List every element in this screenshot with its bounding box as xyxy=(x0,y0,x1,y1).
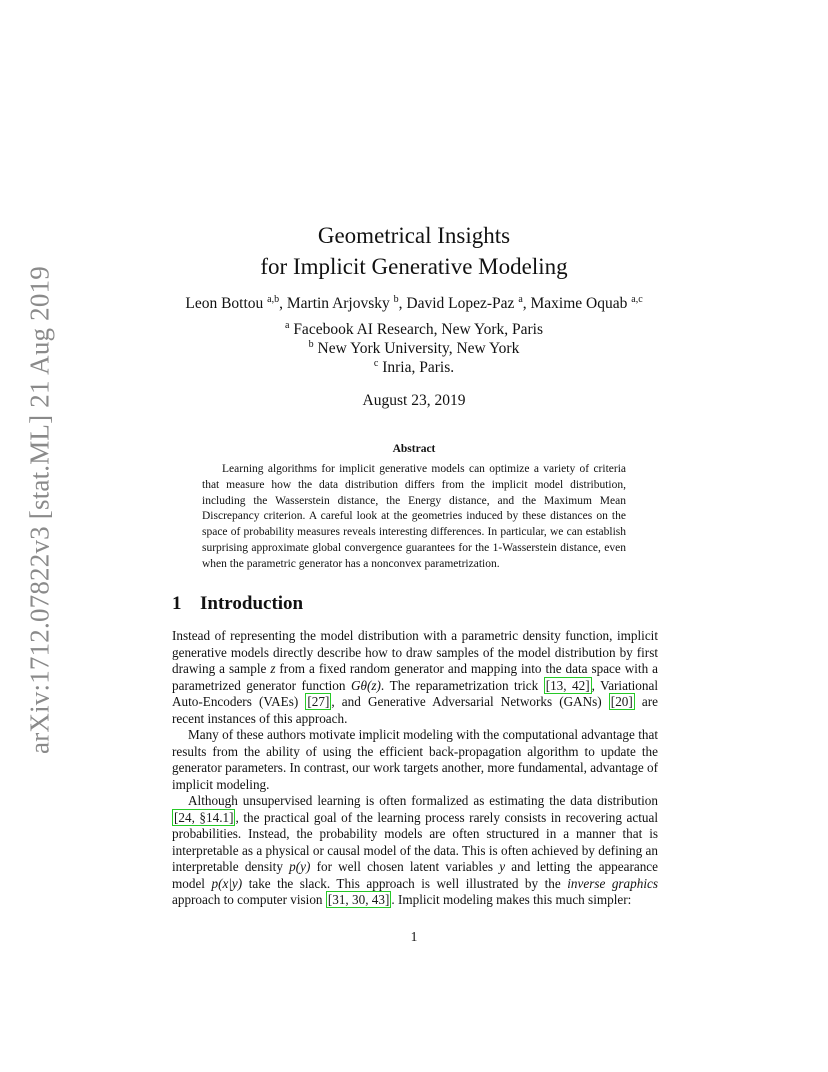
affiliation xyxy=(0,320,828,339)
text-run: , the practical goal of the learning process rarely consists in recovering actual probabilities. Instead, the probability models are often structured in a manner that is interpretable as a physical or causal model of the data. This is often achieved by defining an interpretable density xyxy=(172,809,658,874)
citation-link[interactable]: [24, §14.1] xyxy=(174,809,234,825)
paragraph xyxy=(172,628,658,727)
math-inline: z xyxy=(270,661,276,676)
text-run: are recent instances of this approach. xyxy=(172,694,658,726)
text-run: approach to computer vision xyxy=(172,892,326,907)
affiliation-text: New York University, New York xyxy=(317,340,520,357)
page-number: 1 xyxy=(410,929,418,944)
author: David Lopez-Paz xyxy=(406,295,515,312)
citation-link[interactable]: [20] xyxy=(610,694,633,709)
emphasis: inverse graphics xyxy=(567,875,658,891)
affiliation xyxy=(0,358,828,377)
text-run: and letting the appearance model xyxy=(172,859,658,891)
author-affiliation-mark: a,c xyxy=(631,294,643,305)
text-run: Instead of representing the model distribution with a parametric density function, implicit generative models directly describe how to draw samples of the model distribution by first drawing a sample xyxy=(172,628,658,676)
affiliation-mark: c xyxy=(373,358,379,369)
author-affiliation-mark: a,b xyxy=(267,294,280,305)
paper-title xyxy=(0,220,828,282)
affiliation xyxy=(0,339,828,358)
author: Maxime Oquab xyxy=(530,295,628,312)
title-line-2: for Implicit Generative Modeling xyxy=(260,254,568,279)
abstract-text: Learning algorithms for implicit generative models can optimize a variety of criteria that measure how the data distribution differs from the implicit model distribution, including the Wasserstein distance, the Energy distance, and the Maximum Mean Discrepancy criterion. A careful look at the geometries induced by these distances on the space of probability measures reveals interesting differences. In particular, we can establish surprising approximate global convergence guarantees for the 1-Wasserstein distance, even when the parametric generator has a nonconvex parametrization. xyxy=(202,463,626,570)
text-run: Although unsupervised learning is often formalized as estimating the data distribution xyxy=(188,793,658,808)
affiliation-mark: a xyxy=(284,320,290,331)
body-text xyxy=(172,628,658,909)
affiliation-text: Facebook AI Research, New York, Paris xyxy=(293,321,543,338)
paper-date: August 23, 2019 xyxy=(362,392,466,409)
affiliation-list xyxy=(0,320,828,377)
citation-link[interactable]: [13, 42] xyxy=(545,677,590,693)
text-run: , and Generative Adversarial Networks (GANs) xyxy=(331,694,609,709)
text-run: . The reparametrization trick xyxy=(380,677,544,693)
section-heading xyxy=(172,593,303,615)
math-inline: y xyxy=(499,859,506,874)
title-line-1: Geometrical Insights xyxy=(317,223,511,248)
section-title: Introduction xyxy=(200,593,304,614)
text-run: , Variational Auto-Encoders (VAEs) xyxy=(172,677,658,709)
math-inline: p(x|y) xyxy=(211,875,243,891)
citation-link[interactable]: [27] xyxy=(307,694,330,709)
citation-link[interactable]: [31, 30, 43] xyxy=(327,892,390,907)
author: Martin Arjovsky xyxy=(286,295,390,312)
author-affiliation-mark: a xyxy=(518,294,523,305)
author: Leon Bottou xyxy=(185,295,264,312)
author-list: Leon Bottou $^{a,b}$, Martin Arjovsky $^b$, David Lopez-Paz $^a$, Maxime Oquab $^{a,c}$ xyxy=(185,294,643,312)
affiliation-text: Inria, Paris. xyxy=(382,359,455,376)
text-run: . Implicit modeling makes this much simpler: xyxy=(391,892,632,907)
math-inline: Gθ(z) xyxy=(350,677,381,693)
paragraph xyxy=(172,793,658,909)
text-run: from a fixed random generator and mapping into the data space with a parametrized generator function xyxy=(172,661,658,693)
author-affiliation-mark: b xyxy=(393,294,399,305)
affiliation-mark: b xyxy=(308,339,314,350)
math-inline: p(y) xyxy=(289,859,311,874)
text-run: take the slack. This approach is well illustrated by the xyxy=(242,875,568,891)
arxiv-id: arXiv:1712.07822v3 [stat.ML] 21 Aug 2019 xyxy=(24,266,55,754)
abstract-heading: Abstract xyxy=(392,443,436,455)
section-number: 1 xyxy=(172,593,182,614)
text-run: for well chosen latent variables xyxy=(310,859,500,874)
paragraph: Many of these authors motivate implicit modeling with the computational advantage that results from the ability of using the efficient back-propagation algorithm to update the generator parameters. In contrast, our work targets another, more fundamental, advantage of implicit modeling. xyxy=(172,727,658,792)
